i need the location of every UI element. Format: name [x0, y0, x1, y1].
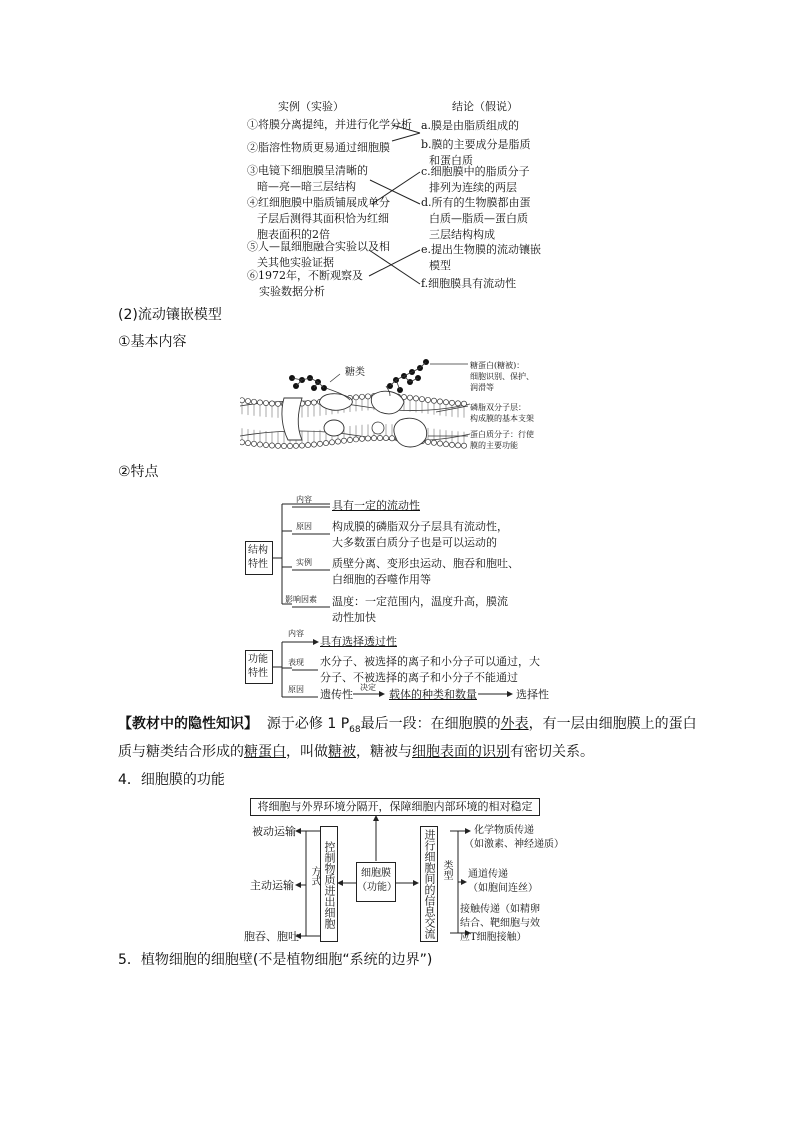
- structure-branch-content: 内容: [296, 495, 312, 504]
- structure-reason: 构成膜的磷脂双分子层具有流动性， 大多数蛋白质分子也是可以运动的: [332, 520, 508, 549]
- function-cause-carrier: 载体的种类和数量: [389, 688, 477, 701]
- link-2-a: [392, 133, 420, 141]
- phospholipid-head: [443, 400, 448, 405]
- phospholipid-head: [311, 400, 316, 405]
- signal-type-label: 类型: [441, 860, 452, 880]
- phospholipid-head: [443, 442, 448, 447]
- phospholipid-head: [437, 399, 442, 404]
- control-transport-box: 控制物质进出细胞: [320, 826, 338, 942]
- phospholipid-head: [317, 441, 322, 446]
- phospholipid-head: [287, 443, 292, 448]
- phospholipid-head: [419, 397, 424, 402]
- phospholipid-head: [353, 437, 358, 442]
- section2-heading: (2)流动镶嵌模型: [118, 307, 222, 323]
- phospholipid-head: [335, 439, 340, 444]
- phospholipid-head: [449, 400, 454, 405]
- section2-sub1: ①基本内容: [118, 334, 187, 350]
- left-item-active: 主动运输: [250, 879, 294, 892]
- phospholipid-head: [323, 440, 328, 445]
- phospholipid-head: [461, 401, 466, 406]
- phospholipid-head: [431, 440, 436, 445]
- phospholipid-head: [293, 443, 298, 448]
- signal-exchange-box: 进行细胞间的信息交流: [420, 826, 438, 942]
- history-left-1: ①将膜分离提纯，并进行化学分析: [247, 118, 412, 131]
- history-right-e: e.提出生物膜的流动镶嵌 模型: [421, 243, 542, 272]
- phospholipid-head: [413, 396, 418, 401]
- phospholipid-head: [455, 401, 460, 406]
- structure-branch-factor: 影响因素: [285, 595, 317, 604]
- control-method-label: 方式: [309, 866, 320, 886]
- function-branch-cause: 原因: [288, 685, 304, 694]
- history-header-left: 实例（实验）: [278, 100, 344, 113]
- history-right-a: a.膜是由脂质组成的: [421, 119, 520, 132]
- phospholipid-head: [275, 401, 280, 406]
- phospholipid-head: [245, 398, 250, 403]
- history-left-4: ④红细胞膜中脂质铺展成单分 子层后测得其面积恰为红细 胞表面积的2倍: [247, 196, 390, 241]
- history-right-f: f.细胞膜具有流动性: [421, 277, 517, 290]
- right-item-channel: 通道传递 （如胞间连丝）: [468, 869, 538, 894]
- structure-branch-reason: 原因: [296, 522, 312, 531]
- membrane-label-phospholipid: 磷脂双分子层： 构成膜的基本支架: [470, 403, 534, 423]
- phospholipid-head: [269, 443, 274, 448]
- phospholipid-head: [359, 436, 364, 441]
- phospholipid-head: [275, 443, 280, 448]
- history-left-5: ⑤人—鼠细胞融合实验以及相 关其他实验证据: [247, 240, 390, 269]
- phospholipid-head: [240, 440, 245, 445]
- history-right-d: d.所有的生物膜都由蛋 白质—脂质—蛋白质 三层结构构成: [421, 196, 531, 241]
- phospholipid-head: [371, 436, 376, 441]
- phospholipid-head: [365, 436, 370, 441]
- function-branch-content: 内容: [288, 629, 304, 638]
- phospholipid-head: [245, 440, 250, 445]
- function-content: 具有选择透过性: [320, 635, 397, 648]
- hidden-knowledge-line1: 【教材中的隐性知识】 源于必修 1 $P_{68}$最后一段：在细胞膜的外表，有一层由细胞膜上的蛋白: [118, 716, 697, 735]
- history-header-right: 结论（假说）: [452, 100, 518, 113]
- phospholipid-head: [425, 397, 430, 402]
- membrane-sugar-label: 糖类: [345, 367, 365, 378]
- phospholipid-head: [347, 437, 352, 442]
- phospholipid-head: [251, 399, 256, 404]
- phospholipid-head: [263, 400, 268, 405]
- history-right-c: c.细胞膜中的脂质分子 排列为连续的两层: [421, 165, 530, 194]
- history-left-6: ⑥1972年，不断观察及 实验数据分析: [247, 269, 363, 298]
- function-performance: 水分子、被选择的离子和小分子可以通过，大 分子、不被选择的离子和小分子不能通过: [320, 655, 540, 684]
- phospholipid-head: [365, 394, 370, 399]
- structure-box: 结构特性: [245, 541, 273, 575]
- membrane-label-glycoprotein: 糖蛋白(糖被)： 细胞识别、保护、 润滑等: [470, 361, 534, 392]
- section2-sub2: ②特点: [118, 464, 159, 480]
- section5-heading: 5．植物细胞的细胞壁(不是植物细胞“系统的边界”): [118, 952, 433, 968]
- phospholipid-head: [407, 395, 412, 400]
- left-item-passive: 被动运输: [252, 825, 296, 838]
- phospholipid-head: [305, 442, 310, 447]
- function-top-box: 将细胞与外界环境分隔开，保障细胞内部环境的相对稳定: [250, 798, 540, 816]
- phospholipid-head: [377, 435, 382, 440]
- function-branch-performance: 表现: [288, 658, 304, 667]
- left-item-endocytosis: 胞吞、胞吐: [244, 930, 299, 943]
- section4-heading: 4．细胞膜的功能: [118, 772, 225, 788]
- phospholipid-head: [257, 442, 262, 447]
- phospholipid-head: [383, 435, 388, 440]
- phospholipid-head: [299, 443, 304, 448]
- structure-factor: 温度：一定范围内，温度升高，膜流 动性加快: [332, 595, 508, 624]
- phospholipid-head: [240, 398, 245, 403]
- phospholipid-head: [389, 436, 394, 441]
- function-center-box: 细胞膜 （功能）: [356, 862, 396, 902]
- membrane-label-protein: 蛋白质分子：行使 膜的主要功能: [470, 430, 534, 450]
- phospholipid-head: [359, 394, 364, 399]
- phospholipid-head: [269, 401, 274, 406]
- structure-tree-lines: [272, 504, 330, 607]
- phospholipid-head: [425, 439, 430, 444]
- function-box: 功能特性: [245, 650, 273, 684]
- history-right-b: b.膜的主要成分是脂质 和蛋白质: [421, 138, 531, 167]
- phospholipid-head: [329, 440, 334, 445]
- phospholipid-head: [311, 442, 316, 447]
- phospholipid-head: [461, 443, 466, 448]
- structure-content: 具有一定的流动性: [332, 499, 420, 512]
- phospholipid-head: [449, 442, 454, 447]
- phospholipid-head: [251, 441, 256, 446]
- right-item-chemical: 化学物质传递 （如激素、神经递质）: [464, 825, 564, 850]
- phospholipid-head: [341, 438, 346, 443]
- function-cause-mid: 决定: [360, 683, 376, 692]
- phospholipid-head: [263, 442, 268, 447]
- hidden-knowledge-line2: 质与糖类结合形成的糖蛋白，叫做糖被，糖被与细胞表面的识别有密切关系。: [118, 744, 594, 760]
- history-left-3: ③电镜下细胞膜呈清晰的 暗—亮—暗三层结构: [247, 164, 368, 193]
- structure-example: 质壁分离、变形虫运动、胞吞和胞吐、 白细胞的吞噬作用等: [332, 557, 519, 586]
- phospholipid-head: [437, 441, 442, 446]
- history-left-2: ②脂溶性物质更易通过细胞膜: [247, 141, 390, 154]
- phospholipid-head: [455, 443, 460, 448]
- structure-branch-example: 实例: [296, 558, 312, 567]
- phospholipid-head: [257, 400, 262, 405]
- phospholipid-head: [281, 443, 286, 448]
- right-item-contact: 接触传递（如精卵 结合、靶细胞与效 应T细胞接触）: [460, 904, 540, 943]
- phospholipid-head: [353, 395, 358, 400]
- phospholipid-head: [305, 400, 310, 405]
- function-cause-left: 遗传性: [320, 688, 353, 701]
- function-cause-right: 选择性: [516, 688, 549, 701]
- phospholipid-head: [431, 398, 436, 403]
